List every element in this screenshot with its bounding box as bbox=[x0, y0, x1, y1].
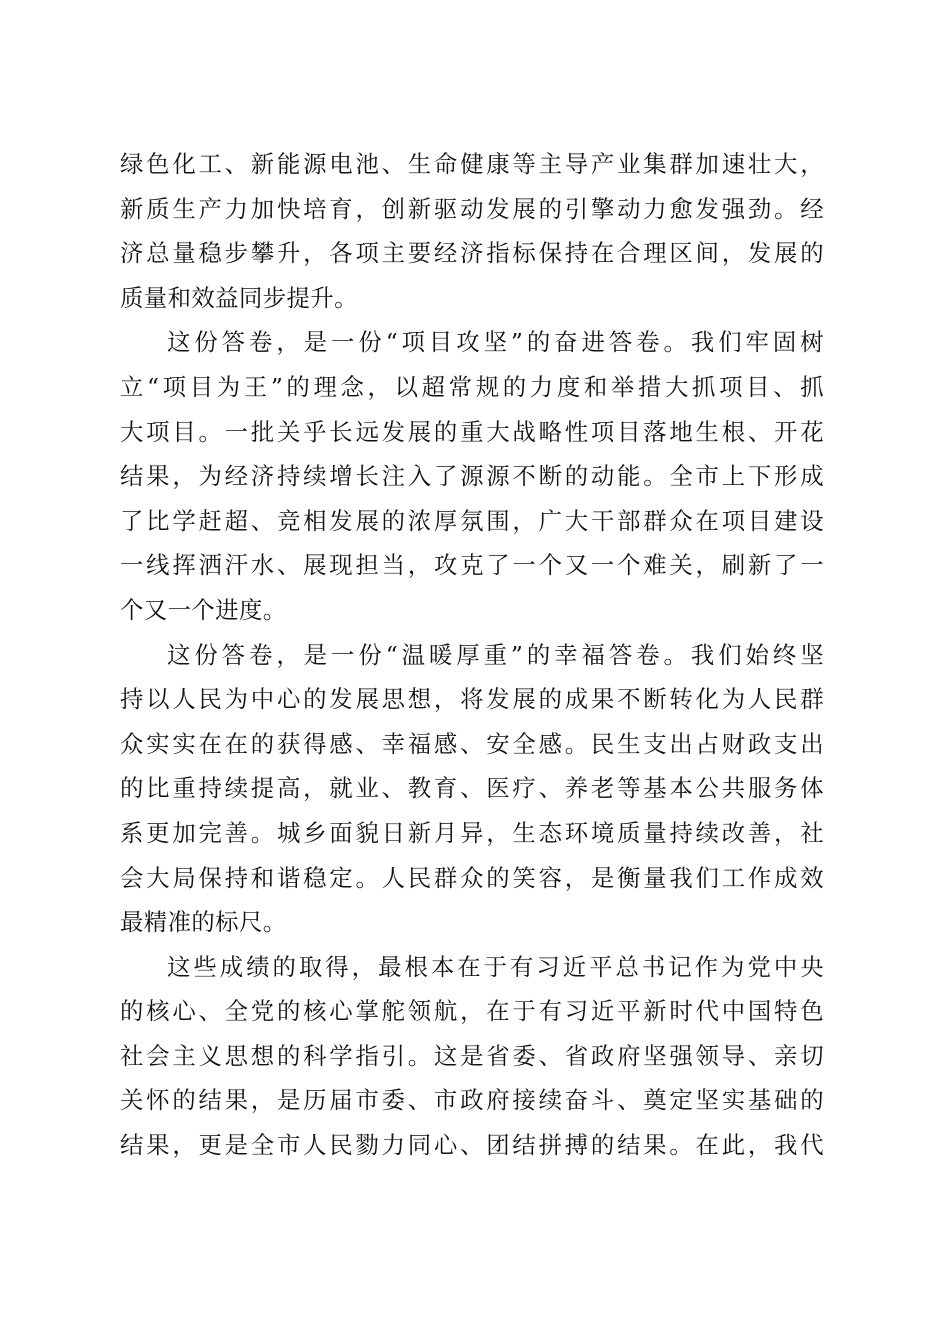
text-line: 了比学赶超、竞相发展的浓厚氛围，广大干部群众在项目建设 bbox=[120, 506, 824, 535]
paragraph-project-answer bbox=[120, 320, 824, 632]
text-line: 社会主义思想的科学指引。这是省委、省政府坚强领导、亲切 bbox=[120, 1041, 824, 1070]
text-line: 立“项目为王”的理念，以超常规的力度和举措大抓项目、抓 bbox=[120, 372, 824, 401]
text-line: 会大局保持和谐稳定。人民群众的笑容，是衡量我们工作成效 bbox=[120, 863, 824, 892]
text-line: 持以人民为中心的发展思想，将发展的成果不断转化为人民群 bbox=[120, 685, 824, 714]
text-line: 个又一个进度。 bbox=[120, 595, 287, 624]
text-line: 绿色化工、新能源电池、生命健康等主导产业集群加速壮大， bbox=[120, 150, 824, 178]
paragraph-achievements bbox=[120, 945, 824, 1168]
text-line: 一线挥洒汗水、展现担当，攻克了一个又一个难关，刷新了一 bbox=[120, 551, 824, 580]
text-line: 的比重持续提高，就业、教育、医疗、养老等基本公共服务体 bbox=[120, 774, 824, 803]
text-line: 的核心、全党的核心掌舵领航，在于有习近平新时代中国特色 bbox=[120, 997, 824, 1026]
text-line: 济总量稳步攀升，各项主要经济指标保持在合理区间，发展的 bbox=[120, 239, 824, 268]
paragraph-welfare-answer bbox=[120, 633, 824, 945]
text-line: 最精准的标尺。 bbox=[120, 908, 287, 937]
document-body bbox=[120, 142, 824, 1168]
text-line: 这份答卷，是一份“温暖厚重”的幸福答卷。我们始终坚 bbox=[167, 640, 824, 669]
text-line: 这些成绩的取得，最根本在于有习近平总书记作为党中央 bbox=[167, 952, 824, 981]
text-line: 系更加完善。城乡面貌日新月异，生态环境质量持续改善，社 bbox=[120, 818, 824, 847]
text-line: 这份答卷，是一份“项目攻坚”的奋进答卷。我们牢固树 bbox=[167, 328, 824, 357]
text-line: 大项目。一批关乎长远发展的重大战略性项目落地生根、开花 bbox=[120, 417, 824, 446]
text-line: 结果，更是全市人民勠力同心、团结拼搏的结果。在此，我代 bbox=[120, 1131, 824, 1160]
paragraph-continuation bbox=[120, 142, 824, 320]
text-line: 质量和效益同步提升。 bbox=[120, 283, 358, 312]
text-line: 关怀的结果，是历届市委、市政府接续奋斗、奠定坚实基础的 bbox=[120, 1086, 824, 1115]
text-line: 新质生产力加快培育，创新驱动发展的引擎动力愈发强劲。经 bbox=[120, 194, 824, 223]
text-line: 结果，为经济持续增长注入了源源不断的动能。全市上下形成 bbox=[120, 462, 824, 491]
text-line: 众实实在在的获得感、幸福感、安全感。民生支出占财政支出 bbox=[120, 729, 824, 758]
